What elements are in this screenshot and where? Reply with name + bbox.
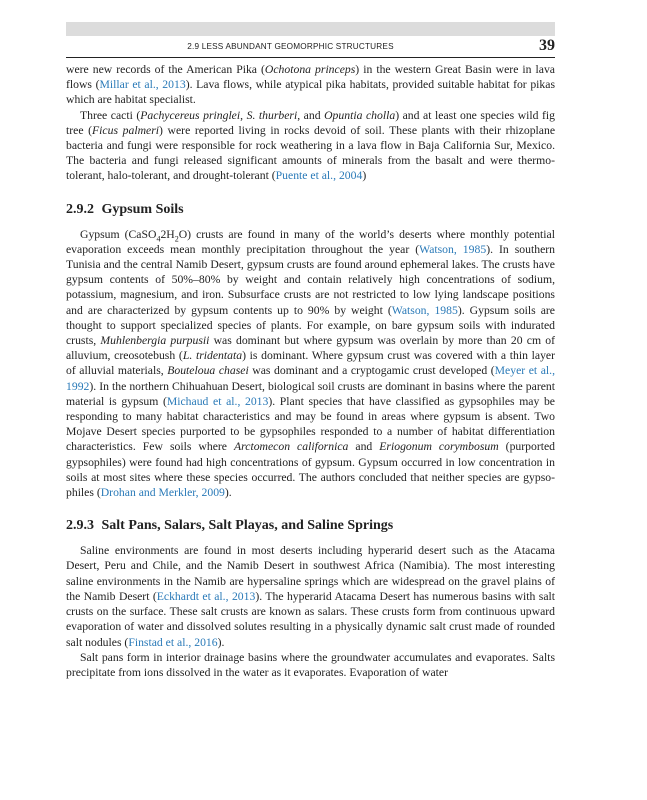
text-run: ) in the western Great Basin were in lava flows ( xyxy=(66,63,555,92)
text-run: ). In the northern Chihuahuan Desert, biological soil crusts are dominant in basins where the parent material is gypsum ( xyxy=(66,379,555,408)
gypsum-paragraph xyxy=(66,227,555,501)
subscript: 4 xyxy=(156,233,161,243)
text-run: ). The hyperarid Atacama Desert has numerous basins with salt crusts on the surface. These salt crusts are known as salars. These crusts form from continuous upward evaporation of water and dissolved solutes resulting in a physically dynamic salt crust made of rounded salt nodules ( xyxy=(66,589,556,649)
text-run: ). Gypsum soils are thought to support specialized species of plants. For example, on bare gypsum soils with indurated crusts, xyxy=(66,303,555,348)
species-name: S. thurberi xyxy=(246,108,298,122)
text-run: , and xyxy=(297,108,325,122)
text-run: ). In southern Tunisia and the central Namib Desert, gypsum crusts are found around ephemeral lakes. The crusts have gypsum contents of 50%–80% by weight and contain relatively high concentrations of sodium, potassium, magnesium, and iron. Subsurface crusts are not restricted to low lying landscape positions and are characterized by gypsum contents up to 90% by weight ( xyxy=(66,242,555,317)
subscript: 2 xyxy=(174,233,179,243)
saline-paragraph-2: Salt pans form in interior drainage basins where the groundwater accumulates and evaporates. Salts precipitate from ions dissolved in the water as it evaporates. Evaporation of water xyxy=(66,650,555,679)
citation-link[interactable]: Millar et al., 2013 xyxy=(99,78,186,92)
species-name: Opuntia cholla xyxy=(324,108,396,122)
species-name: Muhlenbergia purpusii xyxy=(100,334,210,348)
text-run: ) xyxy=(362,169,367,183)
text-run: ). xyxy=(224,486,232,500)
saline-paragraph-1 xyxy=(66,543,555,649)
citation-link[interactable]: Finstad et al., 2016 xyxy=(128,635,218,649)
species-name: L. tridentata xyxy=(182,349,243,363)
running-head xyxy=(66,38,555,58)
text-run: ) is dominant. Where gypsum crust was covered with a thin layer of alluvial materials, xyxy=(66,349,555,378)
citation-link[interactable]: Drohan and Merkler, 2009 xyxy=(100,486,225,500)
citation-link[interactable]: Watson, 1985 xyxy=(419,242,487,256)
citation-link[interactable]: Puente et al., 2004 xyxy=(275,169,363,183)
text-run: Gypsum (CaSO xyxy=(80,227,157,241)
text-run: were new records of the American Pika ( xyxy=(66,63,265,76)
section-heading-gypsum-soils xyxy=(66,202,555,218)
section-number: 2.9.3 xyxy=(66,518,94,534)
citation-link[interactable]: Eckhardt et al., 2013 xyxy=(156,589,256,603)
species-name: Arctomecon californica xyxy=(234,440,349,454)
intro-paragraph-1 xyxy=(66,62,555,108)
species-name: Eriogonum corymbosum xyxy=(379,440,499,454)
species-name: Ficus palmeri xyxy=(92,123,160,137)
section-title: Salt Pans, Salars, Salt Playas, and Saline Springs xyxy=(101,518,394,534)
intro-paragraph-2 xyxy=(66,108,555,184)
text-run: was dominant but where gypsum was overlain by more than 20 cm of alluvium, creosotebush ( xyxy=(66,334,555,363)
species-name: Ochotona princeps xyxy=(264,63,356,76)
running-title: 2.9 LESS ABUNDANT GEOMORPHIC STRUCTURES xyxy=(187,42,394,51)
text-run: ). Plant species that have classified as gypsophiles may be responding to many habitat characteristics and may be found in areas where gypsum is absent. Two Mojave Desert species purported to be gypsophiles responded to a number of habitat differentiation characteristics. Few soils where xyxy=(66,394,555,454)
header-rule xyxy=(66,57,555,58)
text-run: ). xyxy=(217,635,225,649)
text-run: , xyxy=(240,108,247,122)
citation-link[interactable]: Meyer et al., 1992 xyxy=(66,364,555,393)
text-run: and xyxy=(348,440,380,454)
section-heading-salt-pans xyxy=(66,518,555,534)
text-run: Saline environments are found in most deserts including hyperarid desert such as the Atacama Desert, Peru and Chile, and the Namib Desert in southwest Africa (Namibia). The most interesting saline environments in the Namib are hypersaline springs which are widespread on the gravel plains of the Namib Desert ( xyxy=(66,544,555,603)
text-run: ) were reported living in rocks devoid of soil. These plants with their rhizoplane bacteria and fungi were responsible for rock weathering in a lava flow in Baja California Sur, Mexico. The bacteria and fungi released significant amounts of minerals from the basalt and were thermo-tolerant, halo-tolerant, and drought-tolerant ( xyxy=(66,123,556,183)
body-text xyxy=(66,62,555,680)
text-run: ). Lava flows, while atypical pika habitats, provided suitable habitat for pikas which are habitat specialist. xyxy=(66,78,555,107)
section-title: Gypsum Soils xyxy=(101,201,184,217)
header-bar xyxy=(66,22,555,36)
text-run: (purported gypsophiles) were found had high concentrations of gypsum. Gypsum occurred in low concentration in soils at most sites where these species occurred. The authors concluded that neither species are gypsophiles ( xyxy=(66,440,556,500)
page-number: 39 xyxy=(539,37,555,54)
text-run: was dominant and a cryptogamic crust developed ( xyxy=(248,364,495,378)
species-name: Pachycereus pringlei xyxy=(140,108,241,122)
text-run: Three cacti ( xyxy=(80,108,141,122)
section-number: 2.9.2 xyxy=(66,201,94,217)
species-name: Bouteloua chasei xyxy=(167,364,249,378)
text-run: 2H xyxy=(160,227,175,241)
citation-link[interactable]: Watson, 1985 xyxy=(391,303,458,317)
text-run: O) crusts are found in many of the world’s deserts where monthly potential evaporation exceeds mean monthly precipitation throughout the year ( xyxy=(66,227,555,256)
citation-link[interactable]: Michaud et al., 2013 xyxy=(166,394,269,408)
text-run: ) and at least one species wild fig tree ( xyxy=(66,108,556,137)
